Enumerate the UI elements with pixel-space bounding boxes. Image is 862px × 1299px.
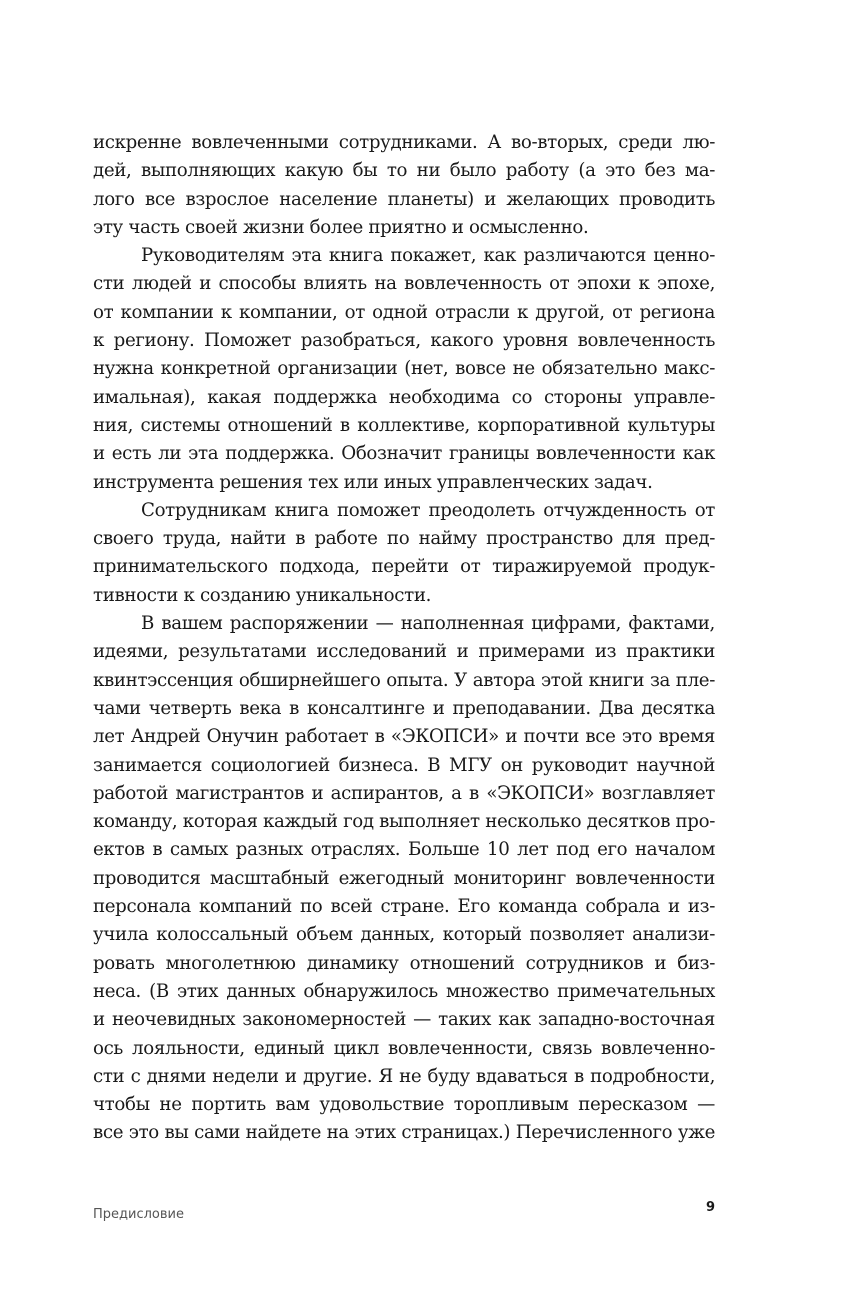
text-line: проводится масштабный ежегодный мониторинг вовлеченности [93,867,715,889]
text-line: и неочевидных закономерностей — таких как западно-восточная [93,1009,715,1031]
text-line: все это вы сами найдете на этих страницах.) Перечисленного уже [93,1122,715,1144]
text-line: команду, которая каждый год выполняет несколько десятков про- [93,811,715,833]
body-text [93,129,715,1148]
text-line: инструмента решения тех или иных управленческих задач. [93,471,653,493]
text-line: от компании к компании, от одной отрасли к другой, от региона [93,301,715,323]
text-line: ось лояльности, единый цикл вовлеченности, связь вовлеченно- [93,1037,715,1059]
text-line: неса. (В этих данных обнаружилось множество примечательных [93,980,715,1002]
text-line: Сотрудникам книга поможет преодолеть отчужденность от [141,499,715,521]
text-line: чами четверть века в консалтинге и преподавании. Два десятка [93,697,715,719]
text-line: сти людей и способы влиять на вовлеченность от эпохи к эпохе, [93,273,715,295]
text-line: имальная), какая поддержка необходима со стороны управле- [93,386,715,408]
text-line: к региону. Поможет разобраться, какого уровня вовлеченность [93,330,715,352]
text-line: дей, выполняющих какую бы то ни было работу (а это без ма- [93,160,715,182]
text-line: эту часть своей жизни более приятно и осмысленно. [93,216,589,238]
text-line: искренне вовлеченными сотрудниками. А во-вторых, среди лю- [93,132,715,153]
text-line: В вашем распоряжении — наполненная цифрами, фактами, [141,613,715,635]
text-line: идеями, результатами исследований и примерами из практики [93,641,715,663]
text-line: ровать многолетнюю динамику отношений сотрудников и биз- [93,952,715,974]
text-line: Руководителям эта книга покажет, как различаются ценно- [141,245,715,267]
text-line: и есть ли эта поддержка. Обозначит границы вовлеченности как [93,443,715,465]
text-line: ния, системы отношений в коллективе, корпоративной культуры [93,414,715,436]
text-line: чтобы не портить вам удовольствие торопливым пересказом — [93,1094,715,1116]
text-line: принимательского подхода, перейти от тиражируемой продук- [93,556,715,578]
text-line: лет Андрей Онучин работает в «ЭКОПСИ» и почти все это время [93,726,715,748]
text-line: учила колоссальный объем данных, который позволяет анализи- [93,924,715,946]
paragraph [93,129,715,242]
text-line: нужна конкретной организации (нет, вовсе не обязательно макс- [93,358,715,380]
text-line: сти с днями недели и другие. Я не буду вдаваться в подробности, [93,1065,715,1087]
text-line: персонала компаний по всей стране. Его команда собрала и из- [93,896,715,918]
text-line: ектов в самых разных отраслях. Больше 10 лет под его началом [93,839,715,861]
text-line: своего труда, найти в работе по найму пространство для пред- [93,528,715,550]
running-footer-section: Предисловие [93,1207,184,1222]
paragraph [93,242,715,497]
text-line: работой магистрантов и аспирантов, а в «ЭКОПСИ» возглавляет [93,782,715,804]
text-line: занимается социологией бизнеса. В МГУ он руководит научной [93,754,715,776]
text-line: тивности к созданию уникальности. [93,584,432,606]
paragraph [93,497,715,610]
paragraph [93,610,715,1148]
page-number: 9 [705,1200,715,1215]
text-line: лого все взрослое население планеты) и желающих проводить [93,188,715,210]
text-line: квинтэссенция обширнейшего опыта. У автора этой книги за пле- [93,669,715,691]
